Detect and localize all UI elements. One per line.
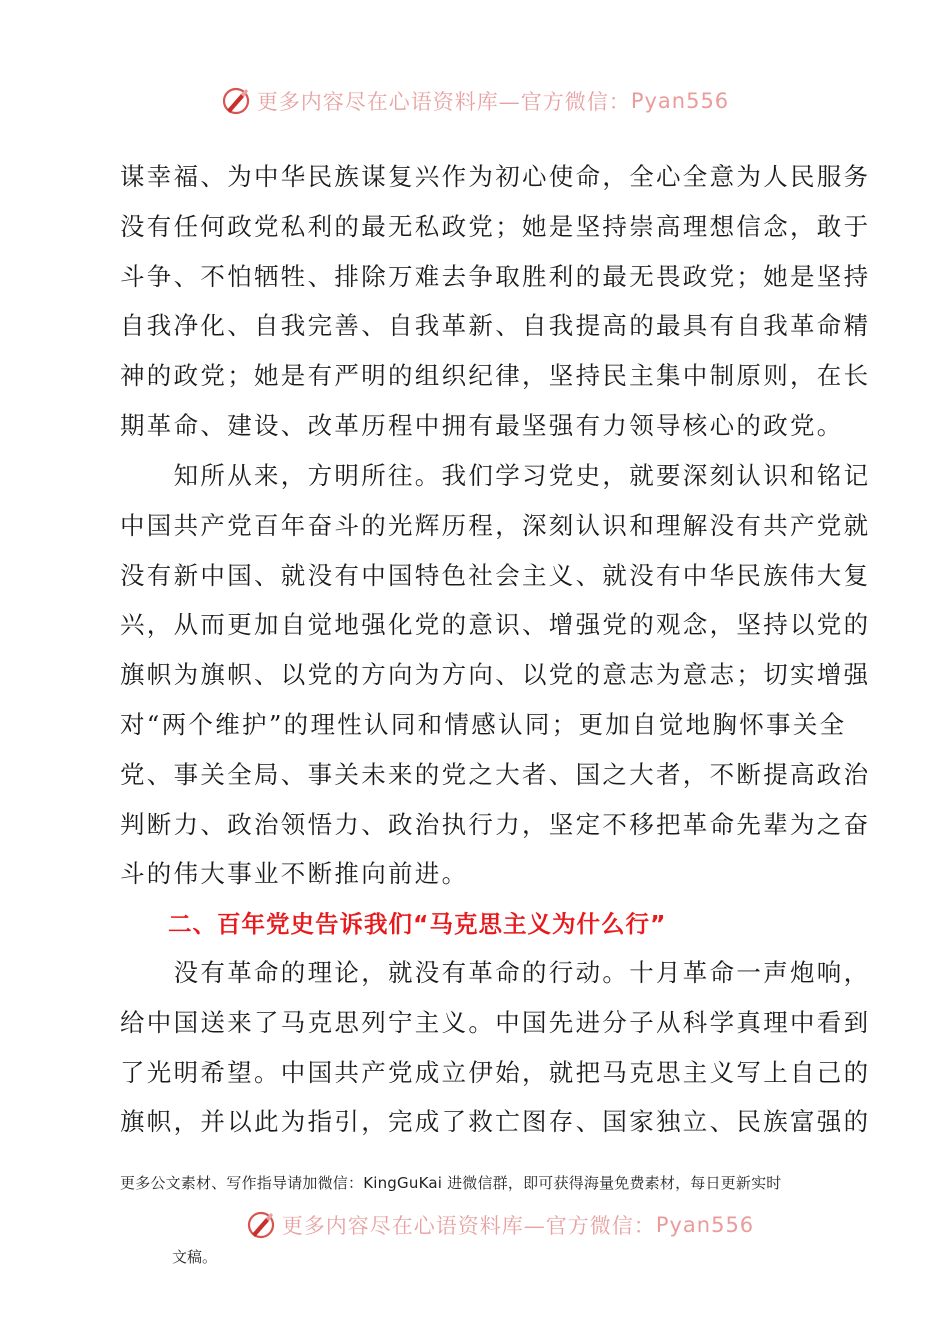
footer-note: 更多公文素材、写作指导请加微信：KingGuKai 进微信群，即可获得海量免费素材，每日更新实时: [120, 1174, 782, 1192]
text-line: 旗帜为旗帜、以党的方向为方向、以党的意志为意志；切实增强: [120, 660, 871, 690]
text-line: 没有革命的理论，就没有革命的行动。十月革命一声炮响，: [120, 958, 871, 987]
text-line: 给中国送来了马克思列宁主义。中国先进分子从科学真理中看到: [120, 1007, 871, 1037]
text-line: 谋幸福、为中华民族谋复兴作为初心使命，全心全意为人民服务: [120, 162, 871, 191]
section-heading: 二、百年党史告诉我们“马克思主义为什么行”: [168, 910, 667, 938]
text-line: 旗帜，并以此为指引，完成了救亡图存、国家独立、民族富强的: [120, 1107, 871, 1137]
watermark-text: 更多内容尽在心语资料库—官方微信：: [256, 90, 631, 114]
watermark-wechat-id: Pyan556: [630, 89, 730, 113]
text-line: 了光明希望。中国共产党成立伊始，就把马克思主义写上自己的: [120, 1057, 871, 1087]
text-line: 斗的伟大事业不断推向前进。: [120, 859, 469, 889]
watermark-footer: [25, 1210, 950, 1240]
paragraph-1: [120, 152, 871, 451]
pen-logo-icon: [221, 86, 251, 116]
text-line: 兴，从而更加自觉地强化党的意识、增强党的观念，坚持以党的: [120, 610, 871, 640]
footer-note-continuation: 文稿。: [172, 1248, 218, 1266]
text-line: 知所从来，方明所往。我们学习党史，就要深刻认识和铭记: [120, 461, 871, 490]
paragraph-2: [120, 451, 871, 899]
text-line: 自我净化、自我完善、自我革新、自我提高的最具有自我革命精: [120, 311, 871, 341]
watermark-text: 更多内容尽在心语资料库—官方微信：: [281, 1214, 656, 1238]
pen-logo-icon: [246, 1210, 276, 1240]
text-line: 斗争、不怕牺牲、排除万难去争取胜利的最无畏政党；她是坚持: [120, 261, 871, 291]
text-line: 没有任何政党私利的最无私政党；她是坚持崇高理想信念，敢于: [120, 211, 871, 241]
watermark-header: [0, 86, 950, 116]
text-line: 对“两个维护”的理性认同和情感认同；更加自觉地胸怀事关全: [120, 709, 847, 739]
text-line: 判断力、政治领悟力、政治执行力，坚定不移把革命先辈为之奋: [120, 809, 871, 839]
text-line: 神的政党；她是有严明的组织纪律，坚持民主集中制原则，在长: [120, 361, 871, 391]
text-line: 党、事关全局、事关未来的党之大者、国之大者，不断提高政治: [120, 759, 871, 789]
text-line: 中国共产党百年奋斗的光辉历程，深刻认识和理解没有共产党就: [120, 510, 871, 540]
text-line: 没有新中国、就没有中国特色社会主义、就没有中华民族伟大复: [120, 560, 871, 590]
watermark-wechat-id: Pyan556: [655, 1213, 755, 1237]
paragraph-3: [120, 948, 871, 1147]
text-line: 期革命、建设、改革历程中拥有最坚强有力领导核心的政党。: [120, 410, 844, 440]
